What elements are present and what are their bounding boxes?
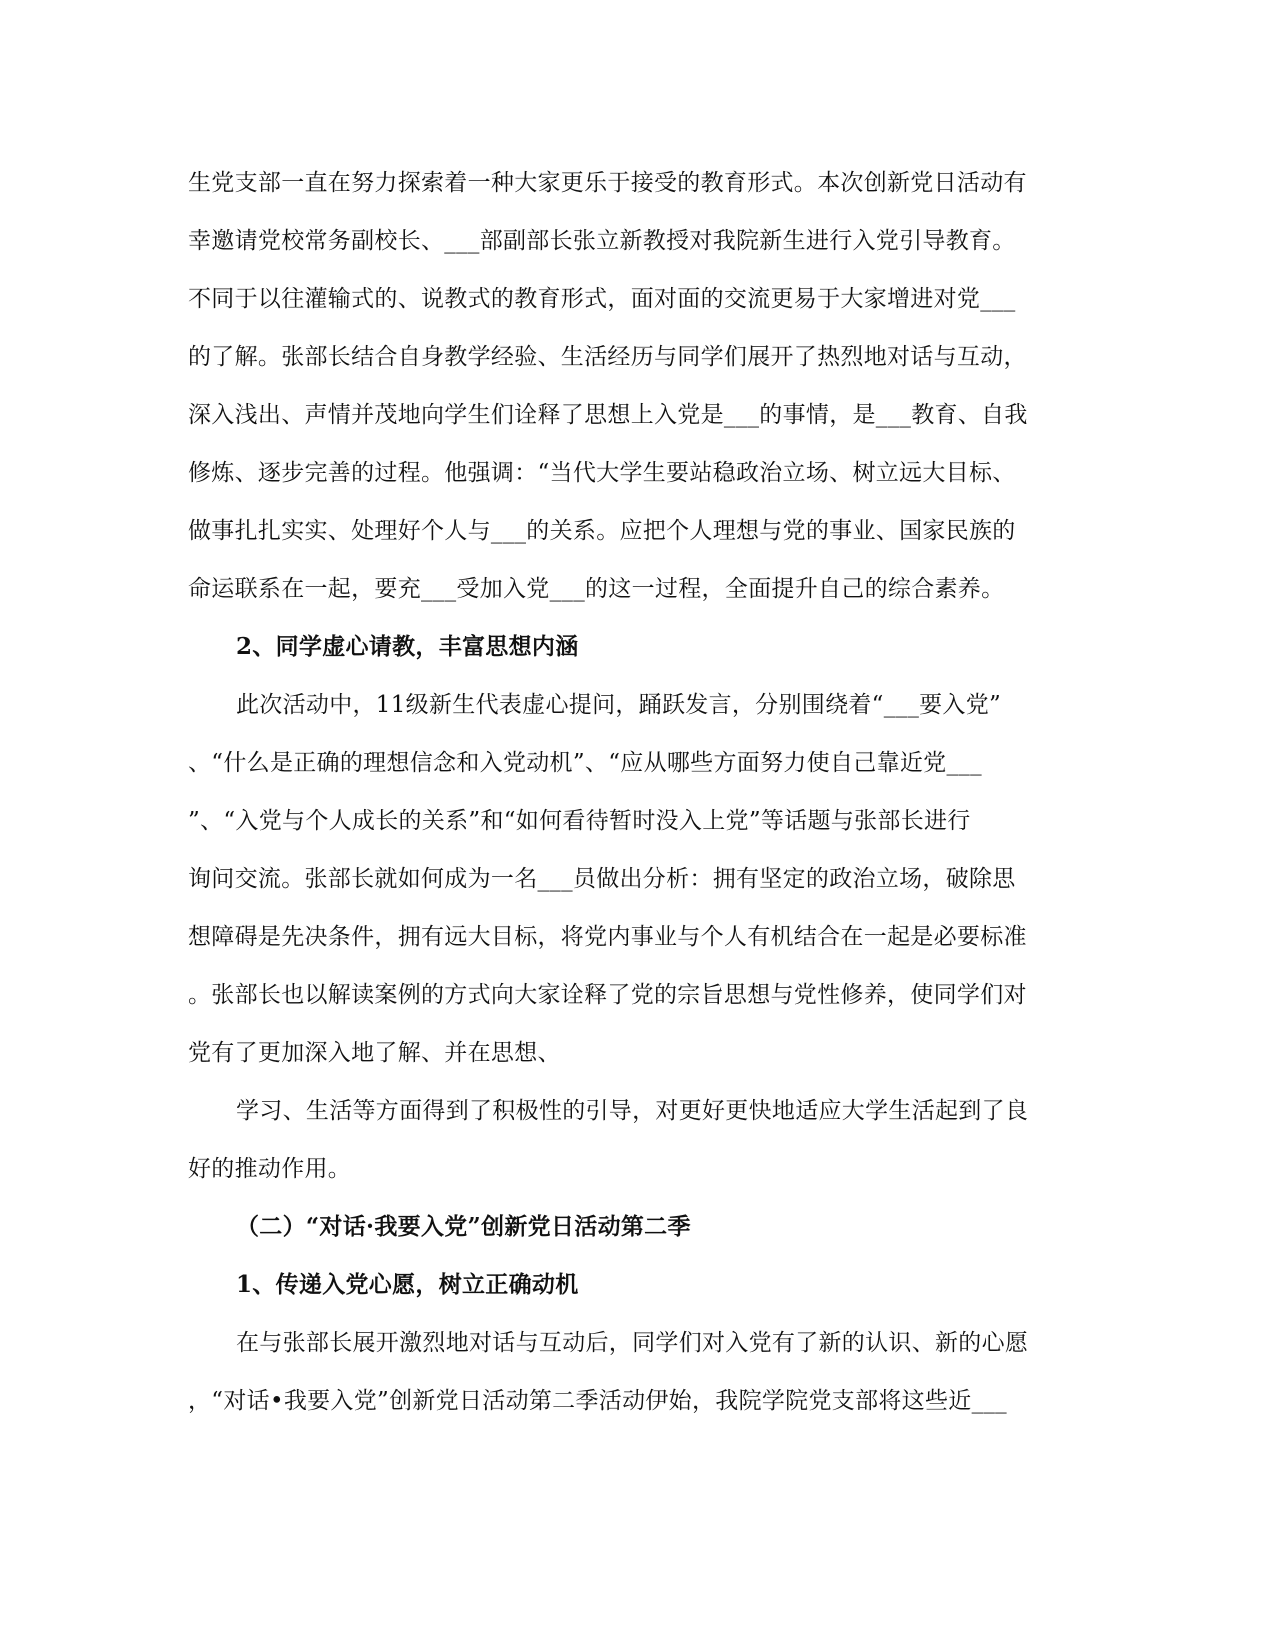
paragraph-line: 的了解。张部长结合自身教学经验、生活经历与同学们展开了热烈地对话与互动，	[188, 344, 1027, 370]
paragraph-line: 深入浅出、声情并茂地向学生们诠释了思想上入党是___的事情，是___教育、自我	[188, 402, 1028, 428]
paragraph-line: ，“对话•我要入党”创新党日活动第二季活动伊始，我院学院党支部将这些近___	[188, 1388, 1007, 1414]
subsection-heading: 1、传递入党心愿，树立正确动机	[236, 1271, 579, 1298]
paragraph-line: 学习、生活等方面得到了积极性的引导，对更好更快地适应大学生活起到了良	[236, 1098, 1029, 1124]
paragraph-line: 、“什么是正确的理想信念和入党动机”、“应从哪些方面努力使自己靠近党___	[188, 750, 982, 776]
paragraph-line: ”、“入党与个人成长的关系”和“如何看待暂时没入上党”等话题与张部长进行	[188, 808, 971, 834]
paragraph-line: 幸邀请党校常务副校长、___部副部长张立新教授对我院新生进行入党引导教育。	[188, 228, 1016, 254]
section-heading: 2、同学虚心请教，丰富思想内涵	[236, 633, 579, 660]
paragraph-line: 不同于以往灌输式的、说教式的教育形式，面对面的交流更易于大家增进对党___	[188, 286, 1016, 312]
paragraph-line: 党有了更加深入地了解、并在思想、	[188, 1040, 561, 1066]
paragraph-line: 做事扎扎实实、处理好个人与___的关系。应把个人理想与党的事业、国家民族的	[188, 518, 1016, 544]
paragraph-line: 。张部长也以解读案例的方式向大家诠释了党的宗旨思想与党性修养，使同学们对	[188, 982, 1027, 1008]
paragraph-line: 在与张部长展开激烈地对话与互动后，同学们对入党有了新的认识、新的心愿	[236, 1330, 1029, 1356]
paragraph-line: 生党支部一直在努力探索着一种大家更乐于接受的教育形式。本次创新党日活动有	[188, 170, 1027, 196]
paragraph-line: 询问交流。张部长就如何成为一名___员做出分析：拥有坚定的政治立场，破除思	[188, 866, 1016, 892]
paragraph-line: 命运联系在一起，要充___受加入党___的这一过程，全面提升自己的综合素养。	[188, 576, 1005, 602]
paragraph-line: 此次活动中，11级新生代表虚心提问，踊跃发言，分别围绕着“___要入党”	[236, 692, 1002, 718]
section-heading: （二）“对话·我要入党”创新党日活动第二季	[236, 1213, 691, 1240]
paragraph-line: 好的推动作用。	[188, 1156, 352, 1182]
paragraph-line: 修炼、逐步完善的过程。他强调：“当代大学生要站稳政治立场、树立远大目标、	[188, 460, 1016, 486]
paragraph-line: 想障碍是先决条件，拥有远大目标，将党内事业与个人有机结合在一起是必要标准	[188, 924, 1027, 950]
